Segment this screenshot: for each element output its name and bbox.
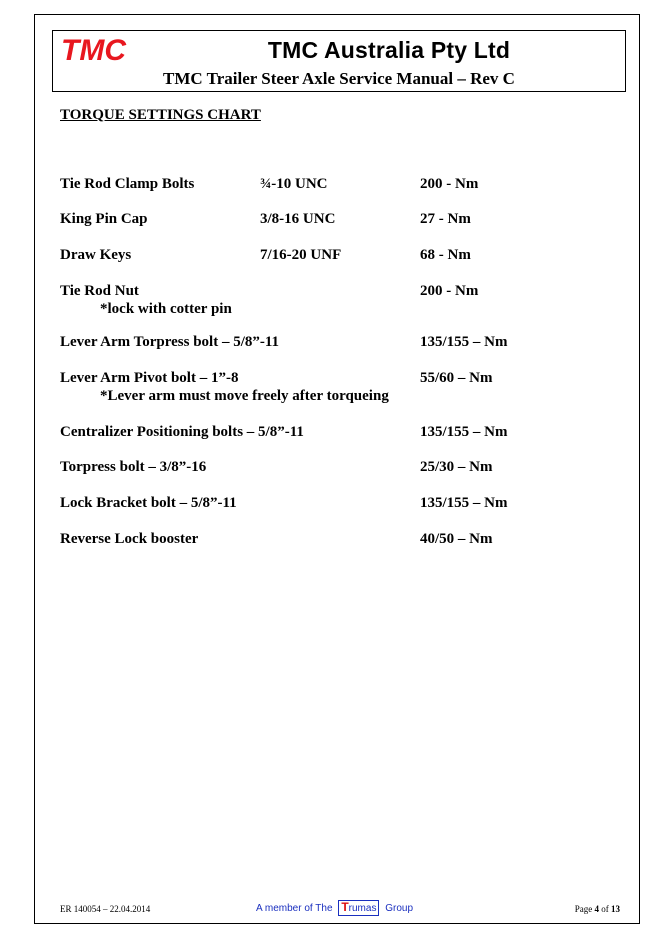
row-item: Draw Keys xyxy=(60,247,132,263)
page-label: Page xyxy=(574,904,593,914)
row-item: Torpress bolt – 3/8”-16 xyxy=(60,459,207,475)
manual-title: TMC Trailer Steer Axle Service Manual – Rev C xyxy=(163,69,515,88)
page-of: of xyxy=(601,904,609,914)
row-item: Lock Bracket bolt – 5/8”-11 xyxy=(60,495,237,511)
row-size: ¾-10 UNC xyxy=(260,176,328,192)
section-title: TORQUE SETTINGS CHART xyxy=(60,107,261,123)
member-prefix: A member of The xyxy=(256,903,333,914)
row-torque: 25/30 – Nm xyxy=(420,459,493,475)
row-torque: 55/60 – Nm xyxy=(420,370,493,386)
row-torque: 68 - Nm xyxy=(420,247,471,263)
row-item: Lever Arm Torpress bolt – 5/8”-11 xyxy=(60,334,280,350)
group-membership xyxy=(256,900,413,916)
row-size: 3/8-16 UNC xyxy=(260,211,336,227)
row-item: Centralizer Positioning bolts – 5/8”-11 xyxy=(60,424,304,440)
logo-text: TMC xyxy=(61,34,126,64)
page-current: 4 xyxy=(594,904,599,914)
tmc-logo xyxy=(61,34,143,64)
document-header xyxy=(52,30,626,92)
doc-reference: ER 140054 – 22.04.2014 xyxy=(60,904,151,914)
row-size: 7/16-20 UNF xyxy=(260,247,342,263)
page-total: 13 xyxy=(611,904,620,914)
page-number xyxy=(575,904,620,914)
row-torque: 200 - Nm xyxy=(420,176,479,192)
row-note: *lock with cotter pin xyxy=(100,301,232,317)
trumas-logo xyxy=(338,900,379,916)
row-torque: 135/155 – Nm xyxy=(420,424,508,440)
row-item: Reverse Lock booster xyxy=(60,531,199,547)
row-torque: 40/50 – Nm xyxy=(420,531,493,547)
row-torque: 135/155 – Nm xyxy=(420,495,508,511)
row-item: Lever Arm Pivot bolt – 1”-8 xyxy=(60,370,239,386)
row-note: *Lever arm must move freely after torqueing xyxy=(100,388,389,404)
trumas-rest: rumas xyxy=(348,903,377,914)
row-torque: 135/155 – Nm xyxy=(420,334,508,350)
row-torque: 200 - Nm xyxy=(420,283,479,299)
company-name: TMC Australia Pty Ltd xyxy=(267,37,511,63)
row-item: King Pin Cap xyxy=(60,211,148,227)
row-item: Tie Rod Clamp Bolts xyxy=(60,176,195,192)
row-torque: 27 - Nm xyxy=(420,211,471,227)
trumas-t: T xyxy=(341,900,349,914)
row-item: Tie Rod Nut xyxy=(60,283,139,299)
member-suffix: Group xyxy=(385,903,414,914)
